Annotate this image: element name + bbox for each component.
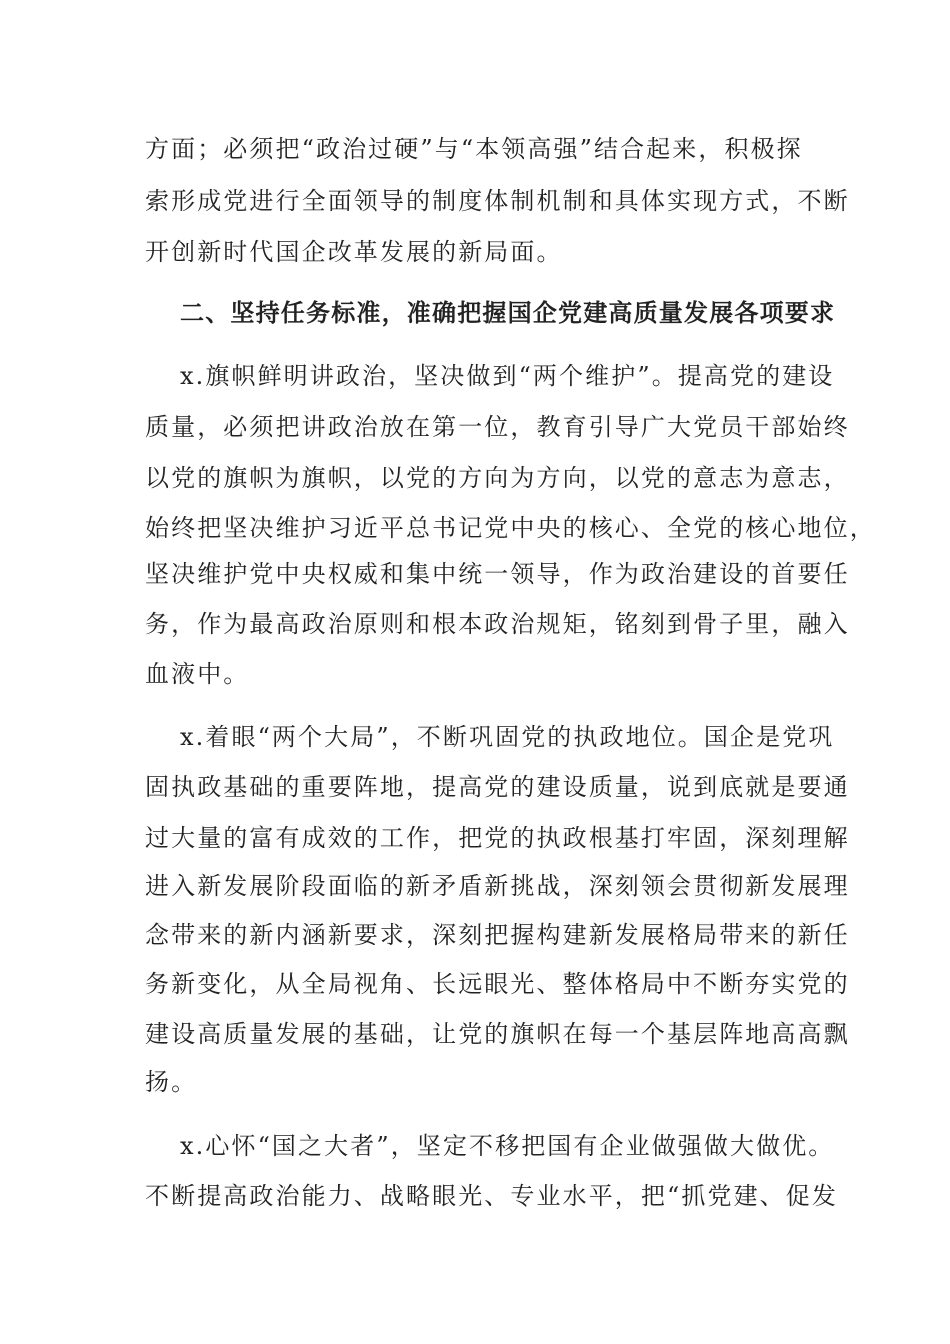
paragraph2-line-2: 固执政基础的重要阵地，提高党的建设质量，说到底就是要通 [145, 773, 850, 801]
paragraph2-line-4: 进入新发展阶段面临的新矛盾新挑战，深刻领会贯彻新发展理 [145, 872, 850, 900]
paragraph3-line-1: x.心怀“国之大者”，坚定不移把国有企业做强做大做优。 [180, 1132, 835, 1160]
paragraph2-line-5: 念带来的新内涵新要求，深刻把握构建新发展格局带来的新任 [145, 921, 850, 949]
paragraph1-line-1: x.旗帜鲜明讲政治，坚决做到“两个维护”。提高党的建设 [180, 362, 835, 390]
paragraph2-line-8: 扬。 [145, 1068, 198, 1096]
intro-line-2: 索形成党进行全面领导的制度体制机制和具体实现方式，不断 [145, 187, 850, 215]
intro-line-3: 开创新时代国企改革发展的新局面。 [145, 238, 563, 266]
paragraph1-line-3: 以党的旗帜为旗帜，以党的方向为方向，以党的意志为意志， [145, 464, 850, 492]
paragraph2-line-6: 务新变化，从全局视角、长远眼光、整体格局中不断夯实党的 [145, 970, 850, 998]
paragraph1-line-2: 质量，必须把讲政治放在第一位，教育引导广大党员干部始终 [145, 413, 850, 441]
paragraph3-line-2: 不断提高政治能力、战略眼光、专业水平，把“抓党建、促发 [145, 1182, 838, 1210]
intro-line-1: 方面；必须把“政治过硬”与“本领高强”结合起来，积极探 [145, 135, 803, 163]
paragraph1-line-6: 务，作为最高政治原则和根本政治规矩，铭刻到骨子里，融入 [145, 610, 850, 638]
paragraph1-line-4: 始终把坚决维护习近平总书记党中央的核心、全党的核心地位， [145, 514, 876, 542]
paragraph2-line-1: x.着眼“两个大局”，不断巩固党的执政地位。国企是党巩 [180, 723, 835, 751]
paragraph2-line-3: 过大量的富有成效的工作，把党的执政根基打牢固，深刻理解 [145, 824, 850, 852]
paragraph1-line-7: 血液中。 [145, 660, 250, 688]
paragraph2-line-7: 建设高质量发展的基础，让党的旗帜在每一个基层阵地高高飘 [145, 1020, 850, 1048]
section-heading: 二、坚持任务标准，准确把握国企党建高质量发展各项要求 [180, 299, 836, 327]
paragraph1-line-5: 坚决维护党中央权威和集中统一领导，作为政治建设的首要任 [145, 560, 850, 588]
